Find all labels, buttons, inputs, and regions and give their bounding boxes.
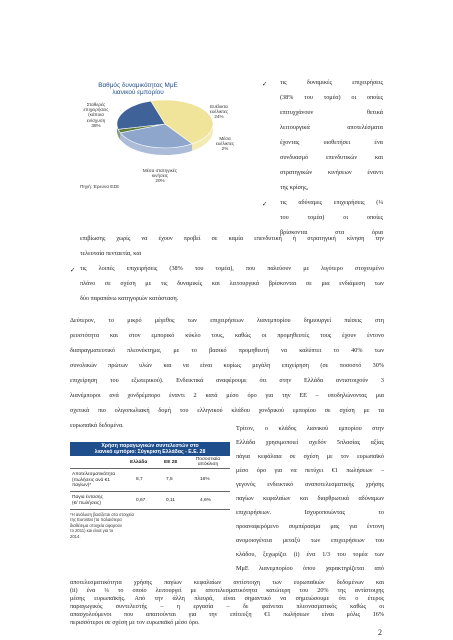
- text-line: μέσο όρο για να πετύχει €1 πωλήσεων –: [236, 467, 384, 474]
- bullet-text: [280, 80, 383, 200]
- paragraph: [70, 318, 384, 438]
- slice-label: [76, 102, 116, 128]
- text-line: επιχείρηση του εξωτερικού). Ενδεικτικά αναφέρουμε ότι στην Ελλάδα αντιστοιχούν 3: [70, 377, 384, 384]
- table-row-label: [72, 495, 103, 506]
- table-title: [70, 442, 230, 456]
- text-line: ΜμΕ λιανεμπορίου όπου χαρακτηρίζεται από: [236, 565, 384, 572]
- slice-label-line: Σταθερές: [86, 102, 106, 107]
- paragraph: [236, 566, 384, 580]
- text-line: της κρίσης,: [280, 184, 309, 191]
- row-label-line: (πωλήσεις ανά €1: [72, 477, 110, 483]
- text-line: μέσης ευρωπαϊκής. Από την άλλη πλευρά, είναι σημαντικό να σημειώσουμε ότι ο έτερος: [70, 595, 384, 602]
- text-line: παγίων κεφαλαίων και διαρθρωτικά αδύναμων: [236, 495, 384, 502]
- text-line: ρευστότητα και στον εμπορικό κύκλο τους, καθώς οι προμηθευτές τους έχουν έντονο: [70, 332, 384, 339]
- text-line: τελευταία πενταετία, και: [80, 250, 142, 257]
- slice-label-line: ευέλικτες: [215, 141, 235, 147]
- slice-label-line: ευέλικτες: [209, 109, 229, 115]
- slice-label-line: κινήσεις: [151, 173, 169, 179]
- table-header-deviation: Ποσοστιαία απόκλιση: [195, 457, 221, 467]
- text-line: στρατηγικών κινήσεων έναντι: [280, 169, 383, 176]
- check-icon: ✓: [262, 201, 268, 208]
- text-line: λειτουργικά αποτελέσματα: [280, 124, 383, 131]
- note-line: της Eurostat (τα παλαιότερα: [70, 517, 122, 523]
- paragraph: [70, 580, 384, 628]
- row-label-line: παγίων)*: [72, 483, 92, 489]
- text-line: αποτελεσματικότητα χρήσης παγίων κεφαλαίων αντίστοιχη των ευρωπαϊκών δεδομένων και: [70, 579, 384, 586]
- text-line: επιτυχχάνουν θετικά: [280, 109, 383, 116]
- text-line: (38% του τομέα) οι οποίες: [280, 94, 383, 101]
- table-row-label: [72, 472, 115, 489]
- table-cell: 7,5: [166, 477, 173, 482]
- text-line: τις αδύναμες επιχειρήσεις (¼: [280, 199, 383, 206]
- text-line: επιχειρήσεων. Ισχυροποιώντας το: [236, 509, 384, 516]
- text-line: τις λοιπές επιχειρήσεις (38% του τομέα), που παλεύουν με λιγότερο στοχευμένο: [80, 265, 384, 272]
- slice-label-line: Μέσα στατηγικές: [142, 168, 178, 173]
- slice-label: [204, 104, 234, 120]
- chart-title-line: Βαθμός δυναμικότητας ΜμΕ: [98, 82, 178, 89]
- text-line: σχετικά πιο ολιγοπωλιακή δομή του ελληνικού κλάδου χονδρικού εμπορίου σε σχέση με τα: [70, 407, 384, 414]
- row-label-line: Παγια έντασης: [72, 495, 103, 500]
- note-line: το 2011) και είναι για το: [70, 528, 114, 534]
- text-line: ανομοιογένεια μεταξύ των επιχειρήσεων του: [236, 537, 384, 544]
- text-line: του τομέα) οι οποίες: [280, 214, 383, 221]
- text-line: λιανέμποροι ανά χονδρέμπορο έναντι 2 κατά μέσο όρο για την ΕΕ – υποδηλώνοντας μια: [70, 392, 384, 399]
- table-cell: 0,67: [136, 498, 146, 503]
- check-icon: ✓: [262, 81, 268, 88]
- table-rule: [70, 509, 230, 510]
- slice-label-line: ενίσχυση: [86, 117, 106, 123]
- bullet-text: [80, 266, 384, 311]
- table-rule: [70, 468, 230, 469]
- page-number: 2: [378, 628, 382, 637]
- paragraph: [80, 236, 384, 266]
- slice-label: [210, 136, 240, 152]
- table-cell: 0,11: [166, 498, 175, 503]
- pie-slices: [117, 100, 213, 155]
- text-line: περισσότεροι σε σχέση με τον ευρωπαϊκό μέσο όρο.: [70, 619, 200, 626]
- row-label-line: (€/ πωλήσεις): [72, 500, 101, 506]
- table-header-eu28: ΕΕ 28: [164, 460, 178, 465]
- table-title-line: Χρήση παραγωγικών συντελεστών στο: [101, 443, 199, 449]
- note-line: *Η ανάλυση βασίζεται στα στοιχεία: [70, 512, 134, 517]
- slice-label: [130, 168, 190, 184]
- text-line: συνολικών πρώτων υλών και να είναι κυρίως μεγάλη επιχείρηση (σε ποσοστό 30%: [70, 362, 384, 369]
- paragraph: [236, 426, 384, 566]
- text-line: διαπραγματευτικό πλεονέκτημα, με το βασικό προμηθευτή να καλύπτει το 40% των: [70, 347, 384, 354]
- text-line: συνδυασμό επενδυτικών και: [280, 154, 383, 161]
- slice-label-line: Ευέλικτα: [210, 104, 228, 109]
- text-line: απασχολούμενοι που απαιτούνται για την επίτευξη €1 πωλήσεων είναι μόλις 16%: [70, 611, 384, 618]
- slice-label-line: επιχειρήσεις: [83, 107, 109, 113]
- note-line: διαθέσιμα στοιχεία αφορούν: [70, 522, 122, 528]
- text-line: πλάνο σε σχέση με τις δυναμικές και λειτουργικά βρίσκονται σε μια ενδιάμεση των: [80, 280, 384, 287]
- table-rule: [70, 491, 230, 492]
- table-note: [70, 512, 134, 539]
- text-line: (ii) ένα ¼ το οποίο λειτουργεί με αποτελεσματικότητα κατώτερη του 20% της αντίστοιχης: [70, 587, 384, 594]
- slice-label-line: 20%: [155, 178, 165, 184]
- table-cell: 8,7: [136, 477, 143, 482]
- note-line: 2014.: [70, 533, 81, 539]
- table-title-line: λιανικό εμπόριο: Σύγκριση Ελλάδας - Ε.Ε. 28: [94, 449, 206, 455]
- text-line: γεγονός ενδεικτικό αναποτελεσματικής χρήσης: [236, 481, 384, 488]
- text-line: δύο παραπάνω κατηγοριών κατάσταση.: [80, 295, 179, 302]
- row-label-line: Αποτελεσματικότητα: [72, 472, 116, 477]
- slice-label-line: 24%: [214, 114, 224, 120]
- text-line: έχοντας υιοθετήσει ένα: [280, 139, 383, 146]
- slice-label-line: (κάποια: [88, 112, 104, 118]
- slice-label-line: Μέσα: [219, 136, 231, 141]
- text-line: κλάδου, ξεχωρίζει (i) ένα 1/3 του τομέα των: [236, 551, 384, 558]
- text-line: Ελλάδα χρησιμοποιεί σχεδόν 5πλασίας αξίας: [236, 439, 384, 446]
- text-line: επιβίωσης χωρίς να έχουν προβεί σε καμία επενδυτική ή στρατηγική κίνηση την: [80, 235, 384, 242]
- text-line: τις δυναμικές επιχειρήσεις: [280, 79, 383, 86]
- text-line: βρίσκονται στα όρια: [280, 229, 383, 236]
- text-line: προαναφερόμενο συμπέρασμα μας για έντονη: [236, 523, 384, 530]
- check-icon: ✓: [70, 267, 76, 274]
- text-line: Τρίτον, ο κλάδος λιανικού εμπορίου στην: [236, 425, 384, 432]
- table-cell: 4,6%: [200, 498, 211, 503]
- text-line: πάγια κεφάλαια σε σχέση με τον ευρωπαϊκό: [236, 453, 384, 460]
- text-line: Δεύτερον, το μικρό μέγεθος των επιχειρήσεων λιανεμπορίου δημιουργεί πιέσεις στη: [70, 317, 384, 324]
- slice-label-line: 2%: [221, 146, 229, 152]
- chart-source: Πηγή: Έρευνα ΕΣΕ: [80, 184, 120, 189]
- chart-title-line: λιανικού εμπορίου: [112, 89, 164, 97]
- text-line: παραγωγικός συντελεστής – η εργασία – δε φαίνεται πλεονασματικός καθώς οι: [70, 603, 384, 610]
- text-line: ευρωπαϊκά δεδομένα.: [70, 422, 124, 429]
- table-header-greece: Ελλάδα: [130, 460, 148, 465]
- slice-label-line: 38%: [91, 122, 101, 128]
- table-cell: 16%: [200, 477, 210, 482]
